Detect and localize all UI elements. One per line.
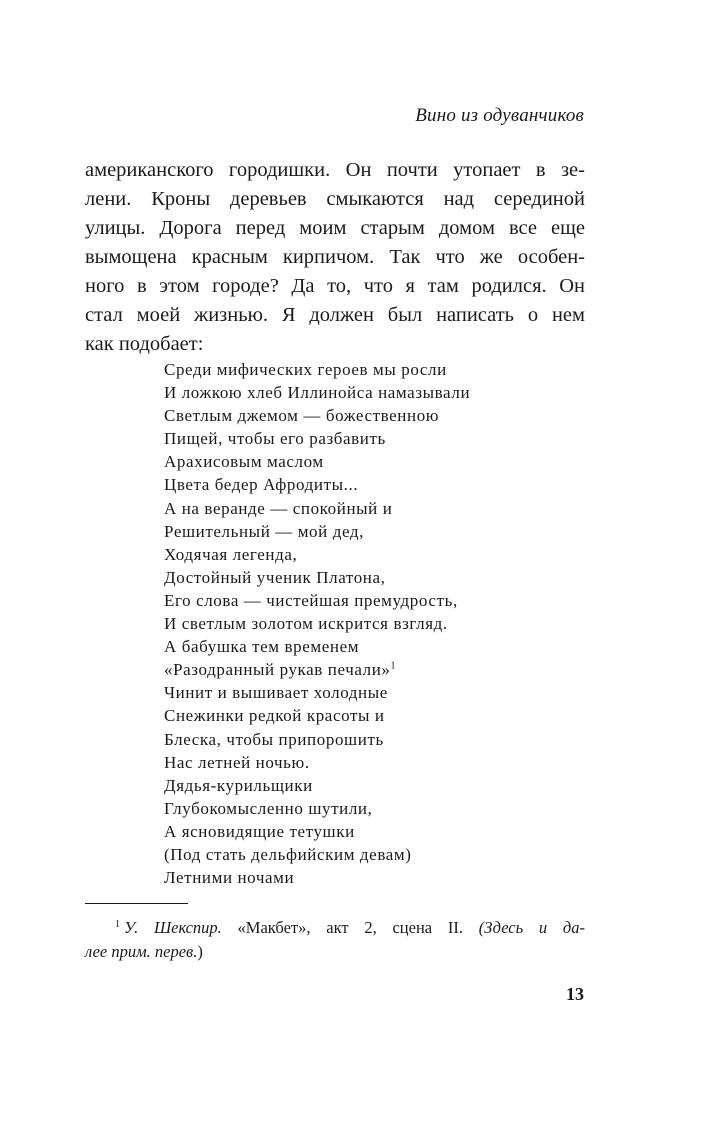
poem-line: А ясновидящие тетушки (164, 821, 355, 841)
prose-line: улицы. Дорога перед моим старым домом все еще (85, 217, 585, 239)
prose-line: ного в этом городе? Да то, что я там родился. Он (85, 275, 585, 297)
poem-line: Его слова — чистейшая премудрость, (164, 590, 458, 610)
footnote-note-part2: лее прим. перев. (85, 942, 198, 961)
poem-line: Арахисовым маслом (164, 452, 324, 472)
prose-paragraph (85, 156, 585, 359)
poem-line: Глубокомысленно шутили, (164, 798, 373, 818)
footnote-closing: ) (197, 942, 203, 961)
poem-line: Нас летней ночью. (164, 752, 310, 772)
poem-line: Решительный — мой дед, (164, 521, 364, 541)
poem-line: А на веранде — спокойный и (164, 498, 393, 518)
poem-line: Чинит и вышивает холодные (164, 683, 388, 703)
footnote-divider (85, 903, 188, 904)
poem (164, 358, 584, 889)
poem-line: Блеска, чтобы припорошить (164, 729, 384, 749)
poem-line: Летними ночами (164, 868, 295, 888)
poem-line: И светлым золотом искрится взгляд. (164, 614, 448, 634)
poem-line: Среди мифических героев мы росли (164, 360, 447, 379)
prose-line: как подобает: (85, 333, 204, 355)
poem-line: Цвета бедер Афродиты... (164, 475, 359, 495)
footnote-reference[interactable]: 1 (390, 660, 396, 672)
prose-line: американского городишки. Он почти утопает в зе- (85, 159, 585, 181)
poem-line: Дядья-курильщики (164, 775, 313, 795)
running-head: Вино из одуванчиков (415, 105, 584, 126)
page-number: 13 (566, 984, 584, 1004)
footnote-line (85, 940, 585, 964)
footnote-mark: 1 (115, 918, 120, 930)
prose-line: лени. Кроны деревьев смыкаются над серединой (85, 188, 585, 210)
footnote (85, 916, 585, 964)
poem-line: А бабушка тем временем (164, 637, 360, 657)
poem-line: И ложкою хлеб Иллинойса намазывали (164, 383, 471, 403)
prose-line: вымощена красным кирпичом. Так что же особен- (85, 246, 585, 268)
poem-line-text: «Разодранный рукав печали» (164, 660, 391, 680)
footnote-author: У. Шекспир. (124, 918, 222, 937)
poem-line: Пищей, чтобы его разбавить (164, 429, 386, 449)
poem-line: (Под стать дельфийским девам) (164, 844, 412, 864)
poem-line: Снежинки редкой красоты и (164, 706, 385, 726)
prose-line: стал моей жизнью. Я должен был написать о нем (85, 304, 585, 326)
poem-line (164, 658, 584, 681)
poem-line: Светлым джемом — божественною (164, 406, 440, 426)
poem-line: Достойный ученик Платона, (164, 567, 386, 587)
footnote-source: «Макбет», акт 2, сцена II. (237, 918, 463, 937)
footnote-line (85, 916, 585, 940)
poem-line: Ходячая легенда, (164, 544, 298, 564)
footnote-note-part1: (Здесь и да- (478, 918, 586, 937)
